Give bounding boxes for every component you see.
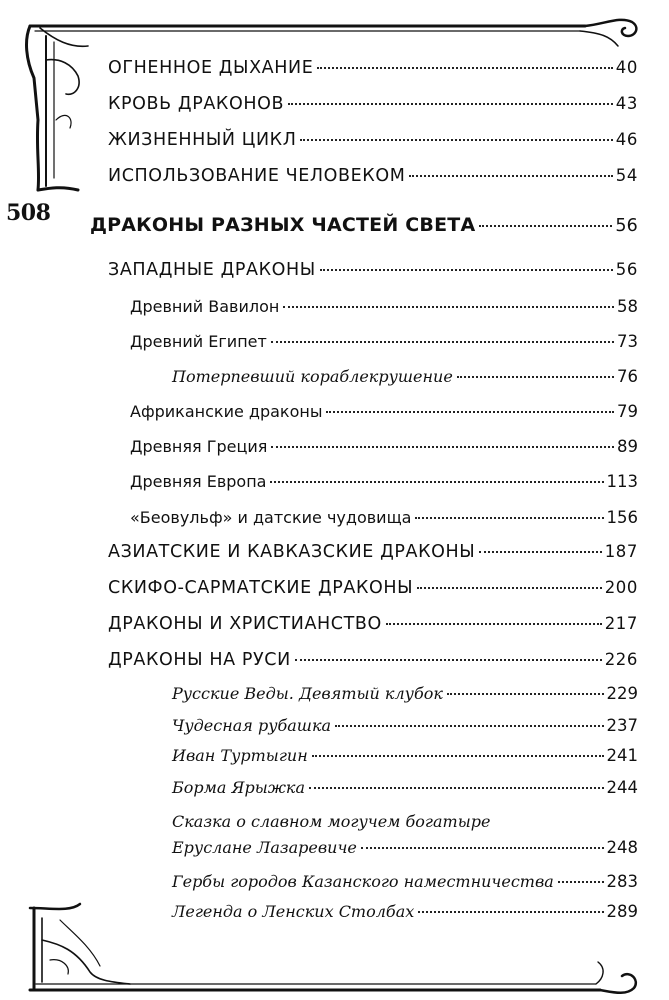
- toc-entry[interactable]: [172, 684, 638, 703]
- toc-entry-title: СКИФО-САРМАТСКИЕ ДРАКОНЫ: [108, 578, 414, 598]
- toc-entry-page: 244: [606, 778, 638, 797]
- toc-entry-title: Борма Ярыжка: [172, 778, 305, 797]
- toc-entry-page: 241: [606, 746, 638, 765]
- dot-leader: [270, 481, 603, 483]
- toc-entry-title: ДРАКОНЫ НА РУСИ: [108, 650, 291, 670]
- toc-entry-title: Древняя Греция: [130, 437, 268, 456]
- dot-leader: [288, 103, 613, 105]
- toc-entry-page: 73: [617, 332, 638, 351]
- toc-entry[interactable]: [130, 508, 638, 527]
- toc-entry[interactable]: [172, 902, 638, 921]
- toc-entry-title: ДРАКОНЫ И ХРИСТИАНСТВО: [108, 614, 382, 634]
- toc-entry-page: 237: [606, 716, 638, 735]
- toc-entry-chapter[interactable]: [90, 214, 638, 236]
- toc-entry-title: ЗАПАДНЫЕ ДРАКОНЫ: [108, 260, 316, 280]
- toc-entry-page: 283: [606, 872, 638, 891]
- toc-entry[interactable]: [130, 437, 638, 456]
- dot-leader: [415, 517, 603, 519]
- toc-entry-page: 289: [606, 902, 638, 921]
- dot-leader: [558, 881, 604, 883]
- toc-entry[interactable]: [172, 367, 638, 386]
- toc-entry-page: 56: [615, 216, 638, 236]
- toc-entry-page: 226: [604, 650, 638, 669]
- dot-leader: [479, 225, 612, 227]
- toc-entry-title: ИСПОЛЬЗОВАНИЕ ЧЕЛОВЕКОМ: [108, 166, 406, 186]
- toc-entry[interactable]: [108, 650, 638, 670]
- dot-leader: [295, 659, 602, 661]
- toc-entry-page: 43: [615, 94, 638, 113]
- toc-entry-page: 89: [617, 437, 638, 456]
- dot-leader: [312, 755, 604, 757]
- toc-entry-page: 187: [604, 542, 638, 561]
- toc-entry[interactable]: [108, 542, 638, 562]
- toc-entry-title: Древний Египет: [130, 332, 267, 351]
- toc-entry-page: 200: [604, 578, 638, 597]
- dot-leader: [457, 376, 614, 378]
- toc-entry-title: Еруслане Лазаревиче: [172, 838, 357, 857]
- dot-leader: [418, 911, 603, 913]
- toc-entry-title: Гербы городов Казанского наместничества: [172, 872, 554, 891]
- toc-entry[interactable]: [172, 872, 638, 891]
- dot-leader: [409, 175, 612, 177]
- toc-entry[interactable]: [130, 297, 638, 316]
- toc-entry-title: Легенда о Ленских Столбах: [172, 902, 415, 921]
- toc-entry[interactable]: [108, 130, 638, 150]
- toc-entry-page: 248: [606, 838, 638, 857]
- toc-entry-title: АЗИАТСКИЕ И КАВКАЗСКИЕ ДРАКОНЫ: [108, 542, 476, 562]
- toc-entry-title: ЖИЗНЕННЫЙ ЦИКЛ: [108, 130, 297, 150]
- toc-entry-page: 40: [615, 58, 638, 77]
- toc-entry-page: 79: [617, 402, 638, 421]
- toc-entry-page: 113: [606, 472, 638, 491]
- toc-entry-page: 58: [617, 297, 638, 316]
- toc-entry[interactable]: [108, 94, 638, 114]
- toc-entry-title: КРОВЬ ДРАКОНОВ: [108, 94, 285, 114]
- dot-leader: [361, 847, 604, 849]
- toc-entry[interactable]: [108, 260, 638, 280]
- page-number: 508: [6, 200, 51, 226]
- dot-leader: [271, 341, 614, 343]
- toc-entry-page: 54: [615, 166, 638, 185]
- toc-entry-page: 156: [606, 508, 638, 527]
- toc-entry-page: 56: [615, 260, 638, 279]
- toc-entry-title: ДРАКОНЫ РАЗНЫХ ЧАСТЕЙ СВЕТА: [90, 214, 476, 236]
- toc-entry-title: Древний Вавилон: [130, 297, 280, 316]
- dot-leader: [309, 787, 604, 789]
- toc-entry-title: ОГНЕННОЕ ДЫХАНИЕ: [108, 58, 314, 78]
- dot-leader: [326, 411, 614, 413]
- dot-leader: [271, 446, 614, 448]
- toc-entry[interactable]: [172, 778, 638, 797]
- toc-entry[interactable]: [130, 472, 638, 491]
- toc-entry[interactable]: [108, 578, 638, 598]
- dot-leader: [320, 269, 613, 271]
- toc-entry[interactable]: [172, 746, 638, 765]
- toc-entry-title: Древняя Европа: [130, 472, 267, 491]
- toc-entry-title: Африканские драконы: [130, 402, 323, 421]
- toc-entry-title: «Беовульф» и датские чудовища: [130, 508, 412, 527]
- dot-leader: [300, 139, 612, 141]
- toc-entry-page: 46: [615, 130, 638, 149]
- dot-leader: [283, 306, 614, 308]
- toc-entry-title: Потерпевший кораблекрушение: [172, 367, 453, 386]
- toc-entry-title: Иван Туртыгин: [172, 746, 308, 765]
- toc-entry-title: Чудесная рубашка: [172, 716, 332, 735]
- toc-entry[interactable]: [172, 716, 638, 735]
- toc-entry[interactable]: [130, 332, 638, 351]
- dot-leader: [417, 587, 602, 589]
- dot-leader: [335, 725, 603, 727]
- toc-entry-page: 76: [617, 367, 638, 386]
- toc-entry[interactable]: [108, 614, 638, 634]
- dot-leader: [447, 693, 604, 695]
- dot-leader: [386, 623, 602, 625]
- toc-entry[interactable]: [130, 402, 638, 421]
- dot-leader: [317, 67, 612, 69]
- toc-entry[interactable]: [108, 58, 638, 78]
- toc-entry-title-line1[interactable]: Сказка о славном могучем богатыре: [172, 812, 491, 831]
- toc-entry[interactable]: [172, 838, 638, 857]
- dot-leader: [479, 551, 601, 553]
- toc-entry-title: Русские Веды. Девятый клубок: [172, 684, 443, 703]
- toc-entry[interactable]: [108, 166, 638, 186]
- toc-entry-page: 229: [606, 684, 638, 703]
- toc-entry-page: 217: [604, 614, 638, 633]
